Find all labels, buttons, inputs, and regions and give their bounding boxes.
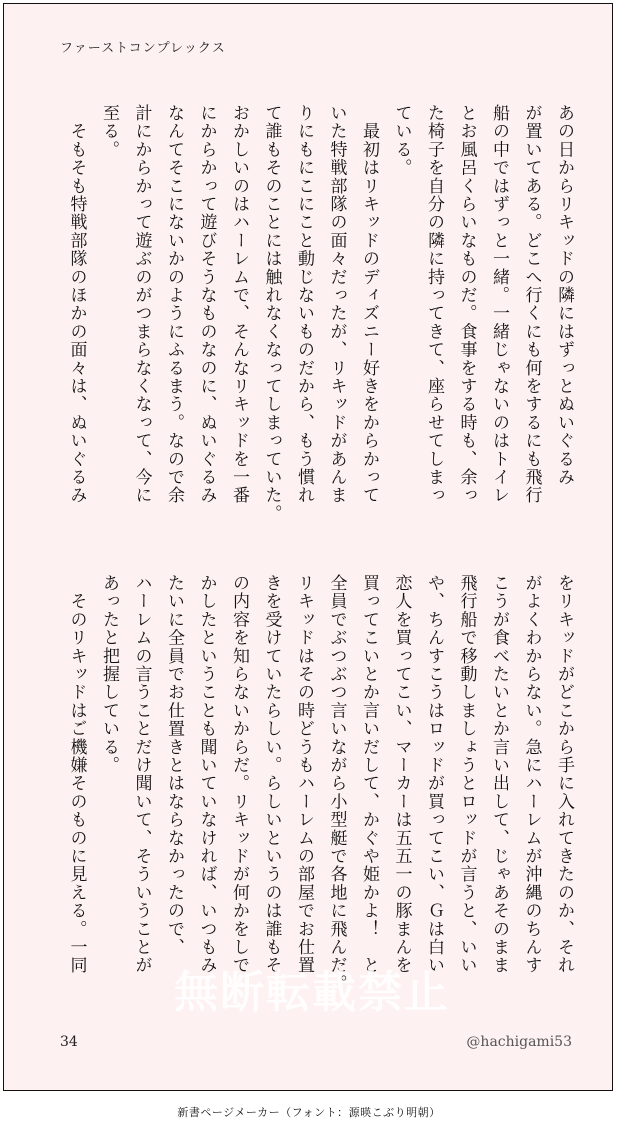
body-text-bottom-block: をリキッドがどこから手に入れてきたのか、それ がよくわからない。急にハーレムが沖縄のちんす こうが食べたいとか言い出して、じゃあそのまま 飛行船で移動しましょうとロッドが言うと、いい や、ちんすこうはロッドが買ってこい、Ｇは白い 恋人を買ってこい、マーカーは五五一の豚まんを 買ってこいとか言いだして、かぐや姫かよ！ と 全員でぶつぶつ言いながら小型艇で各地に飛んだ。 リキッドはその時どうもハーレムの部屋でお仕置 きを受けていたらしい。らしいというのは誰もそ の内容を知らないからだ。リキッドが何かをしで かしたということも聞いていなければ、いつもみ たいに全員でお仕置きとはならなかったので、 ハーレムの言うことだけ聞いて、そういうことが あったと把握している。 そのリキッドはご機嫌そのものに見える。一同 [66,574,574,993]
page-number: 34 [60,1034,78,1050]
app-credit: 新書ページメーカー（フォント：源暎こぶり明朝） [177,1106,441,1119]
running-title: ファーストコンプレックス [60,41,226,56]
body-text-top-block: あの日からリキッドの隣にはずっとぬいぐるみ が置いてある。どこへ行くにも何をするにも飛行 船の中ではずっと一緒。一緒じゃないのはトイレ とお風呂くらいなものだ。食事をする時も、余っ た椅子を自分の隣に持ってきて、座らせてしまっ ている。 最初はリキッドのディズニー好きをからかって いた特戦部隊の面々だったが、リキッドがあんま りにもにこにこと動じないものだから、もう慣れ て誰もそのことには触れなくなってしまっていた。 おかしいのはハーレムで、そんなリキッドを一番 にからかって遊びそうなものなのに、ぬいぐるみ なんてそこにないかのようにふるまう。なので余 計にからかって遊ぶのがつまらなくなって、今に 至る。 そもそも特戦部隊のほかの面々は、ぬいぐるみ [66,104,574,523]
author-handle: @hachigami53 [466,1034,572,1050]
watermark-text: 無断転載禁止 [174,967,450,1018]
book-page [3,3,613,1091]
